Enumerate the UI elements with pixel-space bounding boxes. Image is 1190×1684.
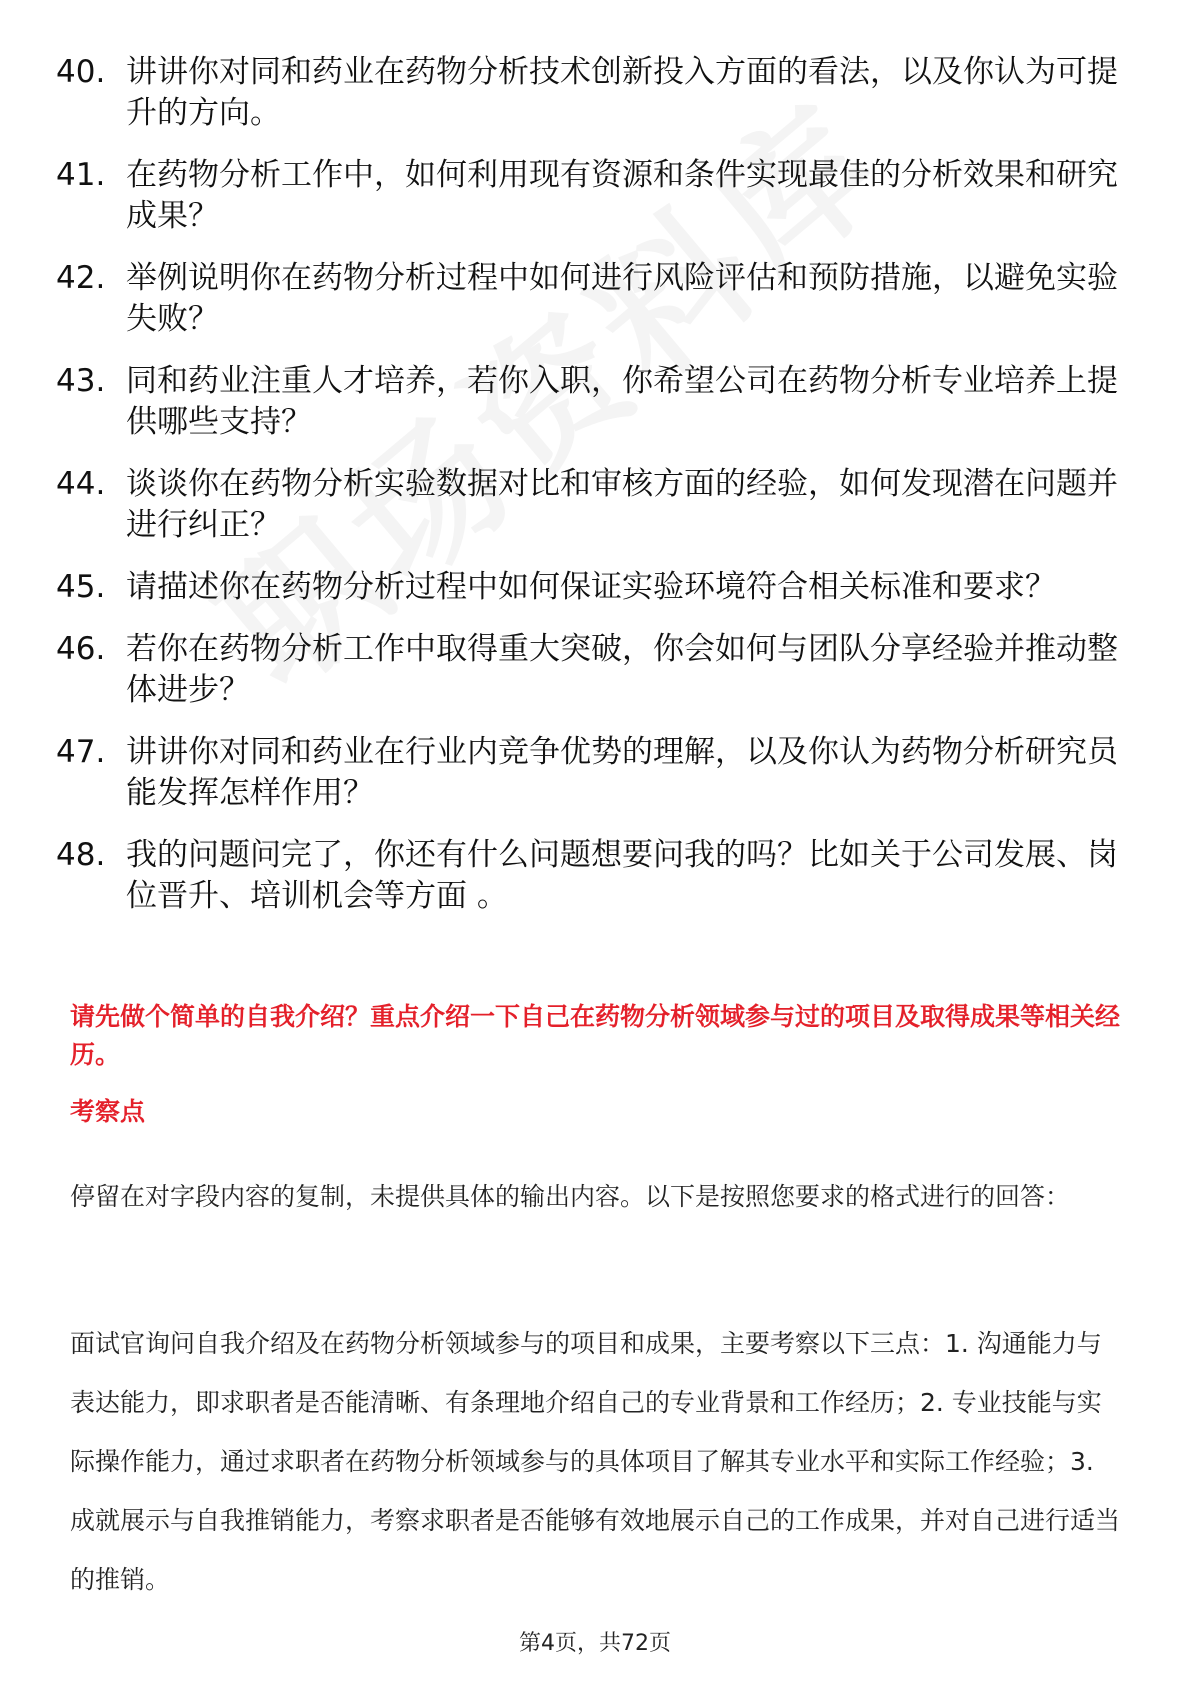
question-item	[56, 629, 1126, 711]
question-number: 48.	[56, 837, 106, 873]
section-label: 考察点	[70, 1097, 146, 1126]
question-number: 44.	[56, 466, 106, 502]
answer-paragraph: 停留在对字段内容的复制，未提供具体的输出内容。以下是按照您要求的格式进行的回答：	[70, 1182, 1071, 1211]
question-item	[56, 567, 1126, 608]
question-text: 在药物分析工作中，如何利用现有资源和条件实现最佳的分析效果和研究成果？	[126, 157, 1118, 234]
question-text: 我的问题问完了，你还有什么问题想要问我的吗？比如关于公司发展、岗位晋升、培训机会等方面 。	[126, 837, 1118, 914]
question-text: 举例说明你在药物分析过程中如何进行风险评估和预防措施，以避免实验失败？	[126, 260, 1118, 337]
question-number: 45.	[56, 569, 106, 605]
question-text: 讲讲你对同和药业在药物分析技术创新投入方面的看法，以及你认为可提升的方向。	[126, 54, 1118, 131]
question-text: 谈谈你在药物分析实验数据对比和审核方面的经验，如何发现潜在问题并进行纠正？	[126, 466, 1118, 543]
question-number: 41.	[56, 157, 106, 193]
question-number: 46.	[56, 631, 106, 667]
question-number: 47.	[56, 734, 106, 770]
question-text: 讲讲你对同和药业在行业内竞争优势的理解，以及你认为药物分析研究员能发挥怎样作用？	[126, 734, 1118, 811]
question-text: 同和药业注重人才培养，若你入职，你希望公司在药物分析专业培养上提供哪些支持？	[126, 363, 1118, 440]
question-item	[56, 732, 1126, 814]
question-headline: 请先做个简单的自我介绍？重点介绍一下自己在药物分析领域参与过的项目及取得成果等相关经历。	[70, 1002, 1121, 1069]
question-number: 43.	[56, 363, 106, 399]
question-number: 42.	[56, 260, 106, 296]
question-item	[56, 258, 1126, 340]
question-text: 若你在药物分析工作中取得重大突破，你会如何与团队分享经验并推动整体进步？	[126, 631, 1118, 708]
answer-paragraph: 面试官询问自我介绍及在药物分析领域参与的项目和成果，主要考察以下三点：1. 沟通能力与表达能力，即求职者是否能清晰、有条理地介绍自己的专业背景和工作经历；2. 专业技能与实际操作能力，通过求职者在药物分析领域参与的具体项目了解其专业水平和实际工作经验；3. 成就展示与自我推销能力，考察求职者是否能够有效地展示自己的工作成果，并对自己进行适当的推销。	[70, 1329, 1121, 1594]
question-item	[56, 155, 1126, 237]
question-item	[56, 52, 1126, 134]
question-list	[56, 52, 1126, 938]
question-number: 40.	[56, 54, 106, 90]
question-text: 请描述你在药物分析过程中如何保证实验环境符合相关标准和要求？	[126, 569, 1056, 605]
question-item	[56, 464, 1126, 546]
page-number: 第4页，共72页	[519, 1631, 671, 1656]
question-item	[56, 361, 1126, 443]
question-item	[56, 835, 1126, 917]
